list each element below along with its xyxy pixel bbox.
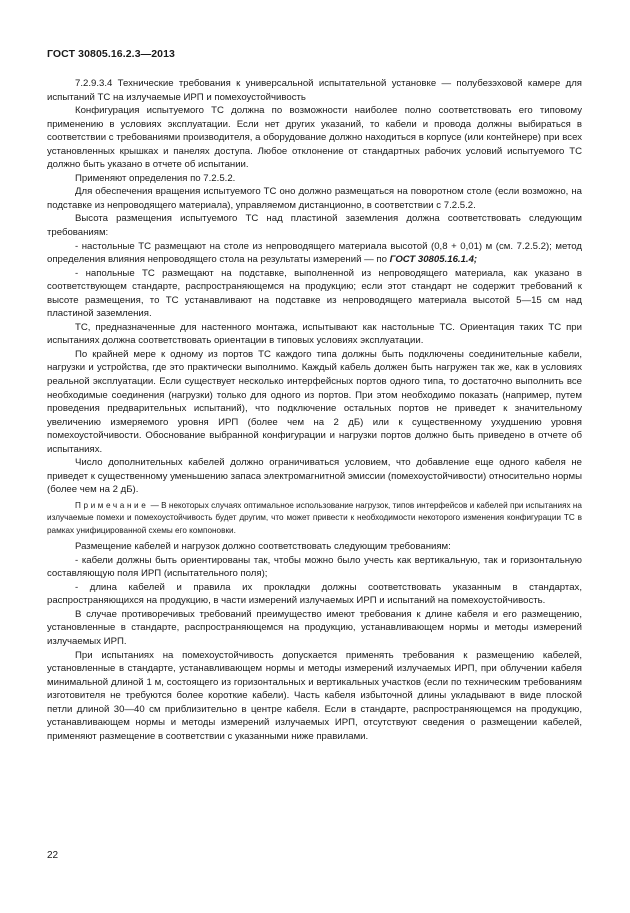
paragraph: При испытаниях на помехоустойчивость допускается применять требования к размещению кабелей, установленные в стандарте, устанавливающем нормы и методы измерений излучаемых ИРП, при облучении кабеля минимальной длиной 1 м, состоящего из горизонтальных и вертикальных участков (если по техническим требованиям изготовителя не требуются более короткие кабели). Часть кабеля избыточной длины укладывают в виде плоской петли длиной 30—40 см приблизительно в центре кабеля. Если в стандарте, распространяющемся на продукцию, устанавливающем нормы и методы измерений излучаемых ИРП, отсутствуют сведения о размещении кабелей, применяют размещение в соответствии с указанными ниже правилами. xyxy=(47,649,582,742)
page-number: 22 xyxy=(47,850,59,861)
paragraph: - кабели должны быть ориентированы так, чтобы можно было учесть как вертикальную, так и горизонтальную составляющую поля ИРП (испытательного поля); xyxy=(47,554,582,580)
paragraph-with-reference xyxy=(47,240,582,267)
note-label: Примечание xyxy=(75,500,149,510)
paragraph: Размещение кабелей и нагрузок должно соответствовать следующим требованиям: xyxy=(75,541,451,553)
standard-header: ГОСТ 30805.16.2.3—2013 xyxy=(47,48,175,60)
paragraph: Применяют определения по 7.2.5.2. xyxy=(75,172,236,184)
note xyxy=(47,500,582,537)
section-heading-paragraph: 7.2.9.3.4 Технические требования к универсальной испытательной установке — полубезэховой камере для испытаний ТС на излучаемые ИРП и помехоустойчивость xyxy=(47,78,582,103)
paragraph: В случае противоречивых требований преимущество имеют требования к длине кабеля и его размещению, установленные в стандарте, распространяющемся на продукцию, устанавливающем нормы и методы измерений излучаемых ИРП. xyxy=(47,608,582,647)
paragraph: Высота размещения испытуемого ТС над пластиной заземления должна соответствовать следующим требованиям: xyxy=(47,213,582,239)
paragraph: По крайней мере к одному из портов ТС каждого типа должны быть подключены соединительные кабели, нагрузки и устройства, где это практически выполнимо. Каждый кабель должен быть нагружен так же, как в условиях реальной эксплуатации. Если существует несколько интерфейсных портов одного типа, то достаточно выполнить все необходимые соединения (нагрузки) только для одного из портов. При этом необходимо показать (например, путем проведения предварительных испытаний), что подключение остальных портов не приведет к значительному увеличению измеряемого уровня ИРП (более чем на 2 дБ) или к существенному ухудшению уровня помехоустойчивости. Обоснование выбранной конфигурации и нагрузки портов должно быть приведено в отчете об испытаниях. xyxy=(47,348,582,455)
paragraph: ТС, предназначенные для настенного монтажа, испытывают как настольные ТС. Ориентация таких ТС при испытаниях должна соответствовать ориентации в типовых условиях эксплуатации. xyxy=(47,321,582,347)
standard-reference: ГОСТ 30805.16.1.4; xyxy=(389,254,478,266)
paragraph: Конфигурация испытуемого ТС должна по возможности наиболее полно соответствовать его типовому применению в условиях эксплуатации. Если нет других указаний, то кабели и провода должны выбираться в соответствии с требованиями производителя, а оборудование должно находиться в корпусе (или контейнере) при всех установленных крышках и панелях доступа. Любое отклонение от стандартных рабочих условий испытуемого ТС должно быть указано в отчете об испытании. xyxy=(47,105,582,171)
paragraph: - напольные ТС размещают на подставке, выполненной из непроводящего материала, как указано в соответствующем стандарте, распространяющемся на продукцию; если этот стандарт не содержит требований к высоте размещения, то ТС устанавливают на подставке из непроводящего материала высотой 5—15 см над пластиной заземления. xyxy=(47,267,582,320)
note-text: — В некоторых случаях оптимальное использование нагрузок, типов интерфейсов и кабелей при испытаниях на излучаемые помехи и помехоустойчивость будет другим, что может привести к необходимости некоторого изменения конфигурации ТС в рамках унифицированной схемы его компоновки. xyxy=(47,500,582,535)
body-text xyxy=(47,77,582,743)
paragraph: Для обеспечения вращения испытуемого ТС оно должно размещаться на поворотном столе (если возможно, на подставке из непроводящего материала), управляемом дистанционно, в соответствии с 7.2.5.2. xyxy=(47,186,582,211)
paragraph: Число дополнительных кабелей должно ограничиваться условием, что добавление еще одного кабеля не приведет к существенному уменьшению запаса электромагнитной эмиссии (помехоустойчивости) относительно нормы (более чем на 2 дБ). xyxy=(47,457,582,496)
paragraph: - длина кабелей и правила их прокладки должны соответствовать указанным в стандартах, распространяющихся на продукцию, в части измерений излучаемых ИРП и испытаний на помехоустойчивость. xyxy=(47,581,582,607)
paragraph-text: - настольные ТС размещают на столе из непроводящего материала высотой (0,8 + 0,01) м (см. 7.2.5.2); метод определения влияния непроводящего стола на результаты измерений — по xyxy=(47,240,582,266)
